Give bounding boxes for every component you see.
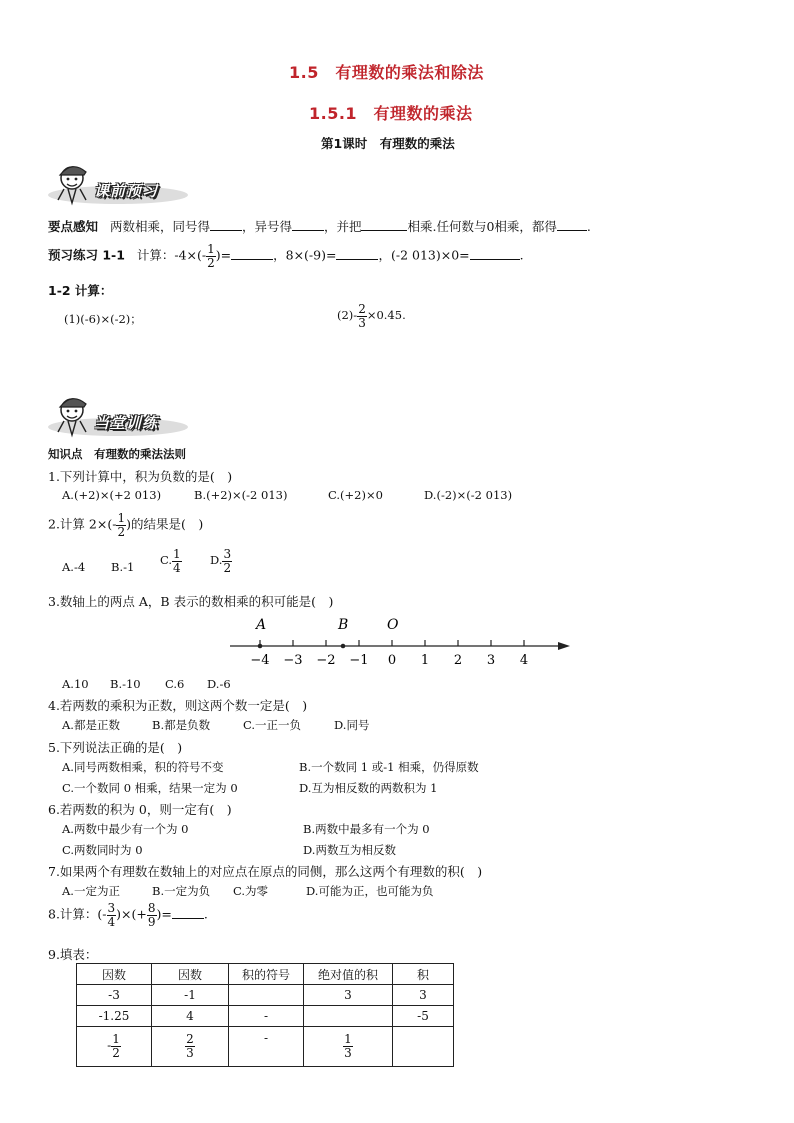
table-cell-blank[interactable] [304, 1006, 393, 1027]
q6-option-c[interactable]: C.两数同时为 0 [62, 843, 143, 857]
fraction [357, 303, 367, 329]
q4-option-c[interactable]: C.一正一负 [243, 718, 302, 732]
arrow-icon [558, 642, 570, 650]
numerator: 3 [107, 901, 116, 915]
question-5-stem: 5.下列说法正确的是( ) [48, 740, 183, 755]
table-cell: - [229, 1006, 304, 1027]
fill-in-table [76, 963, 454, 1067]
tick-label: 0 [387, 653, 397, 668]
q2-stem-a: 2.计算 2×(- [48, 516, 117, 532]
practice-1-1-lead: 计算：-4×(- [136, 247, 207, 263]
denominator: 2 [223, 560, 232, 575]
fraction [147, 902, 157, 928]
practice-1-1-e2: ，8×(-9)= [273, 247, 337, 263]
denominator: 9 [147, 914, 156, 929]
q8-end: . [203, 906, 208, 922]
fraction [111, 1033, 121, 1059]
q8-mid: )×(+ [116, 906, 147, 922]
practice-1-1-end: . [519, 247, 524, 263]
q1-option-d[interactable]: D.(-2)×(-2 013) [424, 488, 513, 502]
key-points [48, 217, 591, 235]
class-training-banner [48, 390, 188, 440]
practice-1-1 [48, 243, 524, 269]
table-cell [77, 1027, 152, 1067]
q2-stem-b: )的结果是( ) [126, 516, 204, 532]
denominator: 4 [173, 560, 181, 575]
table-header: 绝对值的积 [304, 964, 393, 985]
numerator: 1 [207, 242, 215, 256]
answer-blank[interactable] [470, 247, 520, 260]
question-1-stem: 1.下列计算中，积为负数的是( ) [48, 469, 233, 484]
fraction [343, 1033, 353, 1059]
preview-banner [48, 158, 188, 208]
numerator: 1 [112, 1032, 120, 1047]
q2-option-c[interactable] [160, 548, 182, 574]
table-header: 因数 [77, 964, 152, 985]
table-row [77, 985, 454, 1006]
numerator: 1 [173, 547, 181, 561]
numerator: 1 [344, 1032, 352, 1047]
table-header: 因数 [152, 964, 229, 985]
numerator: 8 [147, 901, 156, 915]
q2-option-d-label: D. [210, 553, 223, 568]
practice-1-2-part2 [337, 303, 406, 329]
numerator: 1 [117, 511, 126, 525]
practice-1-2-part1: (1)(-6)×(-2)； [64, 312, 142, 326]
table-cell-blank[interactable] [229, 985, 304, 1006]
table-cell: - [229, 1027, 304, 1067]
lesson-title: 第1课时 有理数的乘法 [321, 136, 455, 151]
denominator: 3 [358, 315, 366, 330]
key-points-text-e: . [586, 219, 591, 234]
q8-lead: 8.计算：(- [48, 906, 107, 922]
practice-1-2-label: 1-2 计算： [48, 283, 113, 298]
point-b-label: B [338, 617, 349, 633]
tick-label: 1 [420, 653, 430, 668]
question-6-stem: 6.若两数的积为 0，则一定有( ) [48, 802, 232, 817]
banner-label: 课前预习 [94, 182, 159, 200]
point-a-dot [258, 644, 263, 649]
answer-blank[interactable] [361, 218, 407, 231]
q5-option-a[interactable]: A.同号两数相乘，积的符号不变 [62, 760, 224, 774]
part2-tail: ×0.45. [366, 308, 406, 323]
question-8 [48, 902, 208, 928]
table-cell: -1.25 [77, 1006, 152, 1027]
answer-blank[interactable] [557, 218, 587, 231]
point-a-label: A [256, 617, 267, 633]
question-4-stem: 4.若两数的乘积为正数，则这两个数一定是( ) [48, 698, 308, 713]
q2-option-b[interactable]: B.-1 [111, 560, 135, 574]
numerator: 3 [223, 547, 232, 561]
tick-label: 3 [486, 653, 496, 668]
table-cell: -1 [152, 985, 229, 1006]
denominator: 4 [107, 914, 116, 929]
fraction [116, 512, 126, 538]
table-cell: 3 [304, 985, 393, 1006]
q2-option-d[interactable] [210, 548, 232, 574]
q4-option-d[interactable]: D.同号 [334, 718, 370, 732]
knowledge-point: 知识点 有理数的乘法法则 [48, 447, 186, 461]
fraction [185, 1033, 195, 1059]
answer-blank[interactable] [336, 247, 378, 260]
question-3-stem: 3.数轴上的两点 A，B 表示的数相乘的积可能是( ) [48, 594, 334, 609]
q1-option-a[interactable]: A.(+2)×(+2 013) [62, 488, 162, 502]
part2-lead: (2)- [337, 308, 358, 323]
denominator: 2 [112, 1046, 120, 1060]
q3-option-a[interactable]: A.10 [62, 677, 89, 691]
key-points-text-d: 相乘.任何数与0相乘，都得 [407, 219, 557, 234]
table-cell: -3 [77, 985, 152, 1006]
q6-option-b[interactable]: B.两数中最多有一个为 0 [303, 822, 430, 836]
table-header: 积的符号 [229, 964, 304, 985]
question-9-stem: 9.填表： [48, 947, 98, 962]
fraction [107, 902, 117, 928]
table-cell-blank[interactable] [393, 1027, 454, 1067]
tick-label: −3 [283, 653, 303, 668]
table-header: 积 [393, 964, 454, 985]
q7-option-d[interactable]: D.可能为正，也可能为负 [306, 884, 434, 898]
answer-blank[interactable] [172, 906, 204, 919]
tick-label: 2 [453, 653, 463, 668]
tick-label: −1 [349, 653, 369, 668]
practice-1-1-label: 预习练习 1-1 [48, 247, 125, 263]
q2-option-a[interactable]: A.-4 [62, 560, 86, 574]
number-line [220, 612, 580, 672]
key-points-text-a: 两数相乘，同号得 [109, 219, 210, 234]
question-2-stem [48, 512, 203, 538]
q5-option-d[interactable]: D.互为相反数的两数积为 1 [299, 781, 438, 795]
denominator: 3 [186, 1046, 194, 1060]
q1-option-b[interactable]: B.(+2)×(-2 013) [194, 488, 288, 502]
table-cell: -5 [393, 1006, 454, 1027]
tick-label: 4 [519, 653, 529, 668]
table-cell [152, 1027, 229, 1067]
q5-option-b[interactable]: B.一个数同 1 或-1 相乘，仍得原数 [299, 760, 479, 774]
q4-option-b[interactable]: B.都是负数 [152, 718, 211, 732]
answer-blank[interactable] [292, 218, 324, 231]
numerator: 2 [186, 1032, 194, 1047]
q4-option-a[interactable]: A.都是正数 [62, 718, 120, 732]
table-cell: 4 [152, 1006, 229, 1027]
q1-option-c[interactable]: C.(+2)×0 [328, 488, 383, 502]
q7-option-c[interactable]: C.为零 [233, 884, 269, 898]
origin-label: O [387, 617, 399, 633]
table-cell [304, 1027, 393, 1067]
fraction [172, 548, 182, 574]
answer-blank[interactable] [210, 218, 242, 231]
minus-sign: - [107, 1039, 112, 1053]
answer-blank[interactable] [231, 247, 273, 260]
practice-1-1-e3: ，(-2 013)×0= [378, 247, 470, 263]
numerator: 2 [358, 302, 366, 316]
subsection-title: 1.5.1 有理数的乘法 [309, 104, 473, 123]
fraction [206, 243, 216, 269]
q3-option-d[interactable]: D.-6 [207, 677, 231, 691]
q7-option-a[interactable]: A.一定为正 [62, 884, 120, 898]
q7-option-b[interactable]: B.一定为负 [152, 884, 211, 898]
denominator: 2 [207, 255, 215, 270]
key-points-text-b: ，异号得 [241, 219, 292, 234]
q5-option-c[interactable]: C.一个数同 0 相乘，结果一定为 0 [62, 781, 238, 795]
q6-option-d[interactable]: D.两数互为相反数 [303, 843, 396, 857]
section-title: 1.5 有理数的乘法和除法 [289, 63, 484, 82]
key-points-label: 要点感知 [48, 219, 99, 234]
q8-tail: )= [156, 906, 172, 922]
question-7-stem: 7.如果两个有理数在数轴上的对应点在原点的同侧，那么这两个有理数的积( ) [48, 864, 483, 879]
denominator: 3 [344, 1046, 352, 1060]
q2-option-c-label: C. [160, 553, 173, 568]
q3-option-b[interactable]: B.-10 [110, 677, 141, 691]
tick-label: −4 [250, 653, 270, 668]
q3-option-c[interactable]: C.6 [165, 677, 185, 691]
key-points-text-c: ，并把 [323, 219, 362, 234]
banner-label: 当堂训练 [94, 414, 159, 432]
table-row [77, 1027, 454, 1067]
q6-option-a[interactable]: A.两数中最少有一个为 0 [62, 822, 189, 836]
point-b-dot [341, 644, 346, 649]
practice-1-1-after: )= [215, 247, 232, 263]
denominator: 2 [117, 524, 126, 539]
table-row [77, 1006, 454, 1027]
tick-label: −2 [316, 653, 336, 668]
table-cell: 3 [393, 985, 454, 1006]
table-header-row [77, 964, 454, 985]
fraction [222, 548, 232, 574]
